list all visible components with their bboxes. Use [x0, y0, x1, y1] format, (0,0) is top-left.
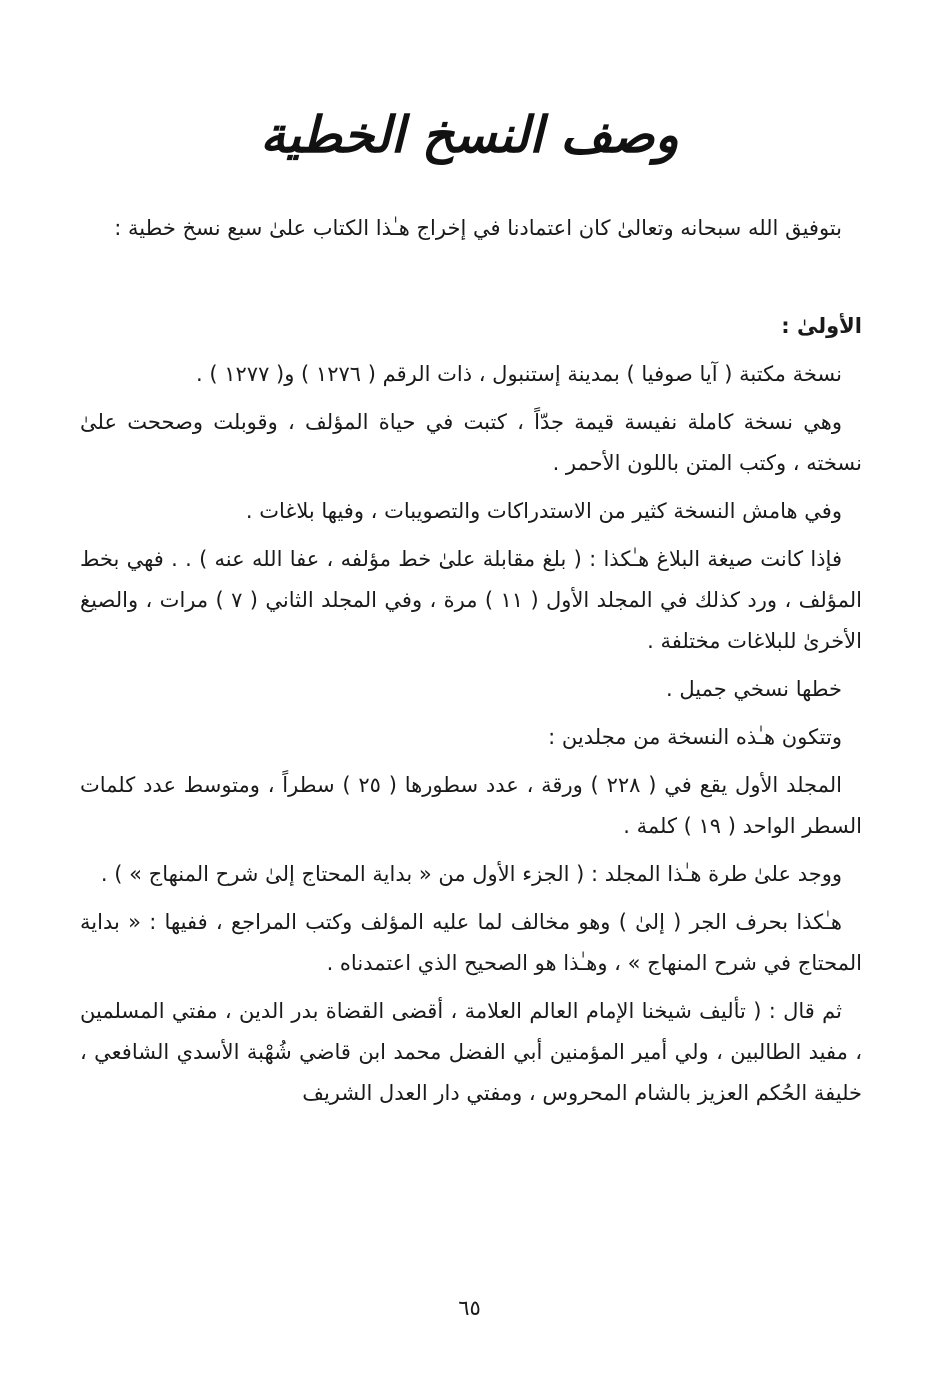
first-manuscript-heading: الأولىٰ :	[781, 314, 862, 338]
body-text	[80, 208, 862, 1121]
section-heading: وصف النسخ الخطية	[260, 105, 679, 164]
manuscript-location-paragraph: نسخة مكتبة ( آيا صوفيا ) بمدينة إستنبول ، ذات الرقم ( ١٢٧٦ ) و( ١٢٧٧ ) .	[196, 362, 842, 386]
volumes-paragraph: وتتكون هـٰذه النسخة من مجلدين :	[548, 725, 842, 749]
page-number: ٦٥	[458, 1296, 481, 1320]
collation-formula-paragraph: فإذا كانت صيغة البلاغ هـٰكذا : ( بلغ مقابلة علىٰ خط مؤلفه ، عفا الله عنه ) . . فهي بخط المؤلف ، ورد كذلك في المجلد الأول ( ١١ ) مرة ، وفي المجلد الثاني ( ٧ ) مرات ، والصيغ الأخرىٰ للبلاغات مختلفة .	[80, 547, 862, 653]
first-volume-paragraph: المجلد الأول يقع في ( ٢٢٨ ) ورقة ، عدد سطورها ( ٢٥ ) سطراً ، ومتوسط عدد كلمات السطر الواحد ( ١٩ ) كلمة .	[80, 773, 862, 838]
script-style-paragraph: خطها نسخي جميل .	[666, 677, 842, 701]
intro-paragraph: بتوفيق الله سبحانه وتعالىٰ كان اعتمادنا في إخراج هـٰذا الكتاب علىٰ سبع نسخ خطية :	[114, 216, 842, 240]
manuscript-description-paragraph: وهي نسخة كاملة نفيسة قيمة جدّاً ، كتبت في حياة المؤلف ، وقوبلت وصححت علىٰ نسخته ، وكتب المتن باللون الأحمر .	[80, 410, 862, 475]
title-page-paragraph: ووجد علىٰ طرة هـٰذا المجلد : ( الجزء الأول من « بداية المحتاج إلىٰ شرح المنهاج » ) .	[100, 862, 842, 886]
author-attribution-paragraph: ثم قال : ( تأليف شيخنا الإمام العالم العلامة ، أقضى القضاة بدر الدين ، مفتي المسلمين ، مفيد الطالبين ، ولي أمير المؤمنين أبي الفضل محمد ابن قاضي شُهْبة الأسدي الشافعي ، خليفة الحُكم العزيز بالشام المحروس ، ومفتي دار العدل الشريف	[80, 999, 862, 1105]
margin-notes-paragraph: وفي هامش النسخة كثير من الاستدراكات والتصويبات ، وفيها بلاغات .	[245, 499, 842, 523]
title-correction-paragraph: هـٰكذا بحرف الجر ( إلىٰ ) وهو مخالف لما عليه المؤلف وكتب المراجع ، ففيها : « بداية المحتاج في شرح المنهاج » ، وهـٰذا هو الصحيح الذي اعتمدناه .	[80, 910, 862, 975]
